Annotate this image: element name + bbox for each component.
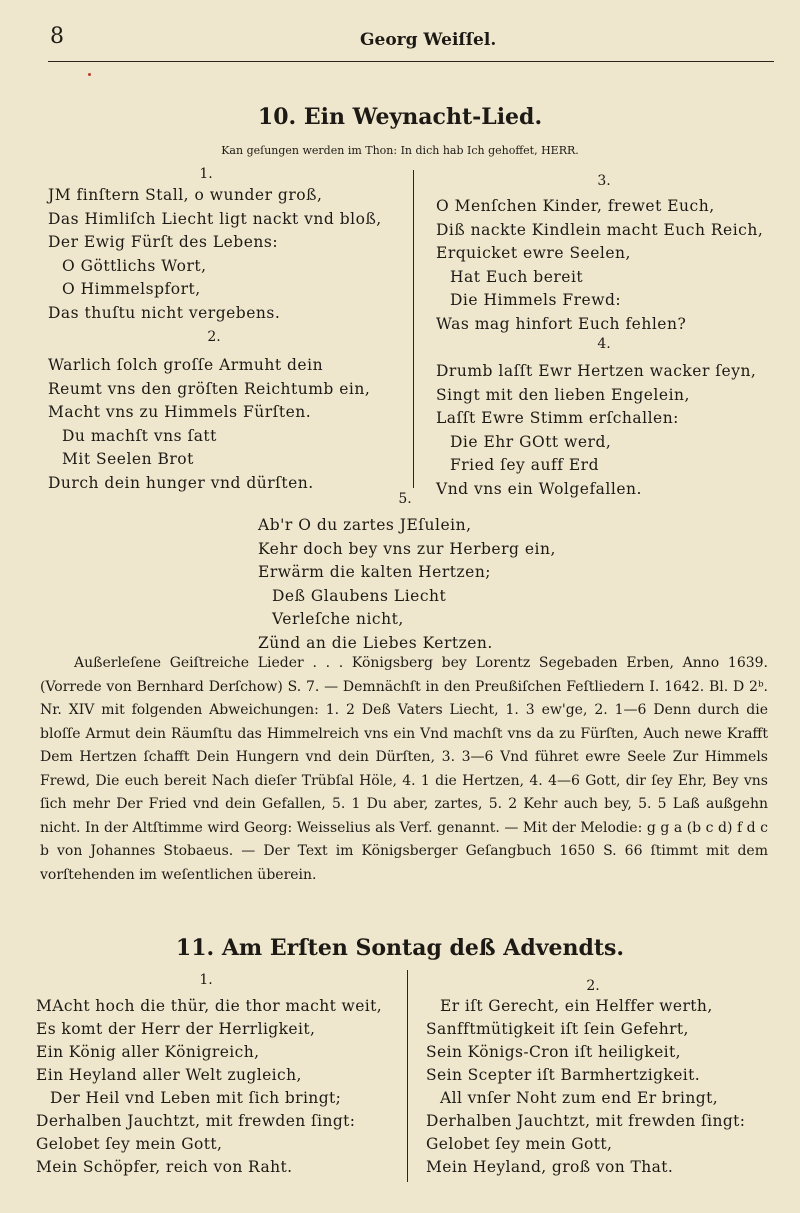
verse-line: Zünd an die Liebes Kertzen. (258, 633, 493, 652)
verse-line: Die Himmels Frewd: (450, 291, 622, 310)
verse-number: 1. (199, 166, 213, 182)
song-10-title: 10. Ein Weynacht-Lied. (257, 104, 543, 130)
verse-line: Drumb laſſt Ewr Hertzen wacker ſeyn, (436, 362, 757, 380)
verse-line: Fried ſey auff Erd (450, 456, 600, 475)
verse-line: Sein Königs-Cron iſt heiligkeit, (426, 1043, 681, 1061)
verse-line: Hat Euch bereit (450, 267, 584, 286)
verse-line: Deß Glaubens Liecht (272, 586, 447, 605)
verse-line: Ein König aller Königreich, (36, 1043, 260, 1061)
verse-line: Ab'r O du zartes JEſulein, (258, 516, 472, 534)
song-11-verse-1 (36, 995, 382, 1179)
verse-number: 3. (597, 173, 611, 189)
verse-line: Der Heil vnd Leben mit ſich bringt; (50, 1089, 342, 1107)
verse-number: 2. (586, 978, 600, 994)
notes-paragraph: Außerleſene Geiſtreiche Lieder . . . Königsberg bey Lorentz Segebaden Erben, Anno 1639. (Vorrede von Bernhard Derſchow) S. 7. — Demnächſt in den Preußiſchen Feſtliedern I. 1642. Bl. D 2ᵇ. Nr. XIV mit folgenden Abweichungen: 1. 2 Deß Vaters Liecht, 1. 3 ew'ge, 2. 1—6 Denn durch die bloſſe Armut dein Räumſtu das Himmelreich vns ein Vnd machſt vns da zu Fürſten, Auch newe Krafft Dem Hertzen ſchafft Dein Hungern vnd dein Dürſten, 3. 3—6 Vnd führet ewre Seele Zur Himmels Frewd, Die euch bereit Nach dieſer Trübſal Höle, 4. 1 die Hertzen, 4. 4—6 Gott, dir ſey Ehr, Bey vns ſich mehr Der Fried vnd dein Gefallen, 5. 1 Du aber, zartes, 5. 2 Kehr auch bey, 5. 5 Laß außgehn nicht. In der Altſtimme wird Georg: Weisselius als Verf. genannt. — Mit der Melodie: g g a (b c d) f d c b von Johannes Stobaeus. — Der Text im Königsberger Geſangbuch 1650 S. 66 ſtimmt mit dem vorſtehenden im weſentlichen überein. (40, 655, 768, 883)
verse-line: Derhalben Jauchtzt, mit frewden ſingt: (426, 1112, 746, 1130)
verse-line: Gelobet ſey mein Gott, (36, 1135, 223, 1153)
verse-line: Er iſt Gerecht, ein Helffer werth, (440, 997, 713, 1015)
verse-line: Laſſt Ewre Stimm erſchallen: (436, 409, 679, 428)
verse-line: Gelobet ſey mein Gott, (426, 1135, 613, 1153)
verse-number: 2. (207, 329, 221, 345)
verse-line: Sanfftmütigkeit iſt ſein Gefehrt, (426, 1020, 689, 1038)
song-10-verse-3 (436, 195, 763, 337)
verse-line: Kehr doch bey vns zur Herberg ein, (258, 539, 556, 558)
verse-line: O Menſchen Kinder, frewet Euch, (436, 197, 715, 215)
verse-line: MAcht hoch die thür, die thor macht weit, (36, 997, 383, 1015)
song-10-verse-2 (48, 354, 370, 496)
verse-line: Mein Schöpfer, reich von Raht. (36, 1158, 293, 1176)
paper-speck (88, 73, 91, 76)
page-number: 8 (50, 24, 64, 49)
verse-line: Es komt der Herr der Herrligkeit, (36, 1020, 316, 1038)
song-10-subtitle: Kan geſungen werden im Thon: In dich hab Ich gehoffet, HERR. (221, 144, 579, 157)
column-divider (407, 970, 408, 1182)
column-divider (413, 170, 414, 488)
verse-line: Durch dein hunger vnd dürſten. (48, 473, 314, 492)
verse-line: Erwärm die kalten Hertzen; (258, 563, 492, 582)
verse-number: 4. (597, 336, 611, 352)
editorial-notes (40, 652, 768, 887)
verse-line: All vnſer Noht zum end Er bringt, (440, 1089, 719, 1107)
verse-line: Reumt vns den gröſten Reichtumb ein, (48, 379, 371, 398)
verse-line: Singt mit den lieben Engelein, (436, 385, 690, 404)
verse-line: Mein Heyland, groß von That. (426, 1158, 674, 1176)
verse-line: Du machſt vns ſatt (62, 426, 217, 445)
verse-line: Der Ewig Fürſt des Lebens: (48, 233, 279, 252)
verse-line: Diß nackte Kindlein macht Euch Reich, (436, 220, 764, 239)
verse-line: Verleſche nicht, (272, 610, 404, 629)
verse-line: Das thuſtu nicht vergebens. (48, 303, 281, 322)
verse-line: Warlich ſolch groſſe Armuht dein (48, 356, 324, 374)
song-10-verse-1 (48, 184, 382, 326)
verse-line: Sein Scepter iſt Barmhertzigkeit. (426, 1066, 701, 1084)
running-title: Georg Weiſſel. (360, 30, 497, 50)
verse-line: Erquicket ewre Seelen, (436, 244, 631, 263)
verse-line: Derhalben Jauchtzt, mit frewden ſingt: (36, 1112, 356, 1130)
verse-line: Mit Seelen Brot (62, 450, 194, 469)
verse-line: Vnd vns ein Wolgefallen. (436, 479, 642, 498)
verse-line: Die Ehr GOtt werd, (450, 432, 612, 451)
verse-number: 5. (398, 491, 412, 507)
song-10-verse-5 (258, 514, 556, 656)
song-11-title: 11. Am Erſten Sontag deß Advendts. (175, 935, 625, 961)
song-10-verse-4 (436, 360, 756, 502)
verse-line: Macht vns zu Himmels Fürſten. (48, 403, 312, 422)
verse-line: O Himmelspfort, (62, 280, 201, 299)
verse-line: Was mag hinfort Euch fehlen? (436, 314, 687, 333)
verse-number: 1. (199, 972, 213, 988)
verse-line: Ein Heyland aller Welt zugleich, (36, 1066, 302, 1084)
verse-line: JM finſtern Stall, o wunder groß, (48, 186, 323, 204)
song-11-verse-2 (426, 995, 745, 1179)
verse-line: Das Himliſch Liecht ligt nackt vnd bloß, (48, 209, 382, 228)
verse-line: O Göttlichs Wort, (62, 256, 207, 275)
header-rule (48, 61, 774, 62)
